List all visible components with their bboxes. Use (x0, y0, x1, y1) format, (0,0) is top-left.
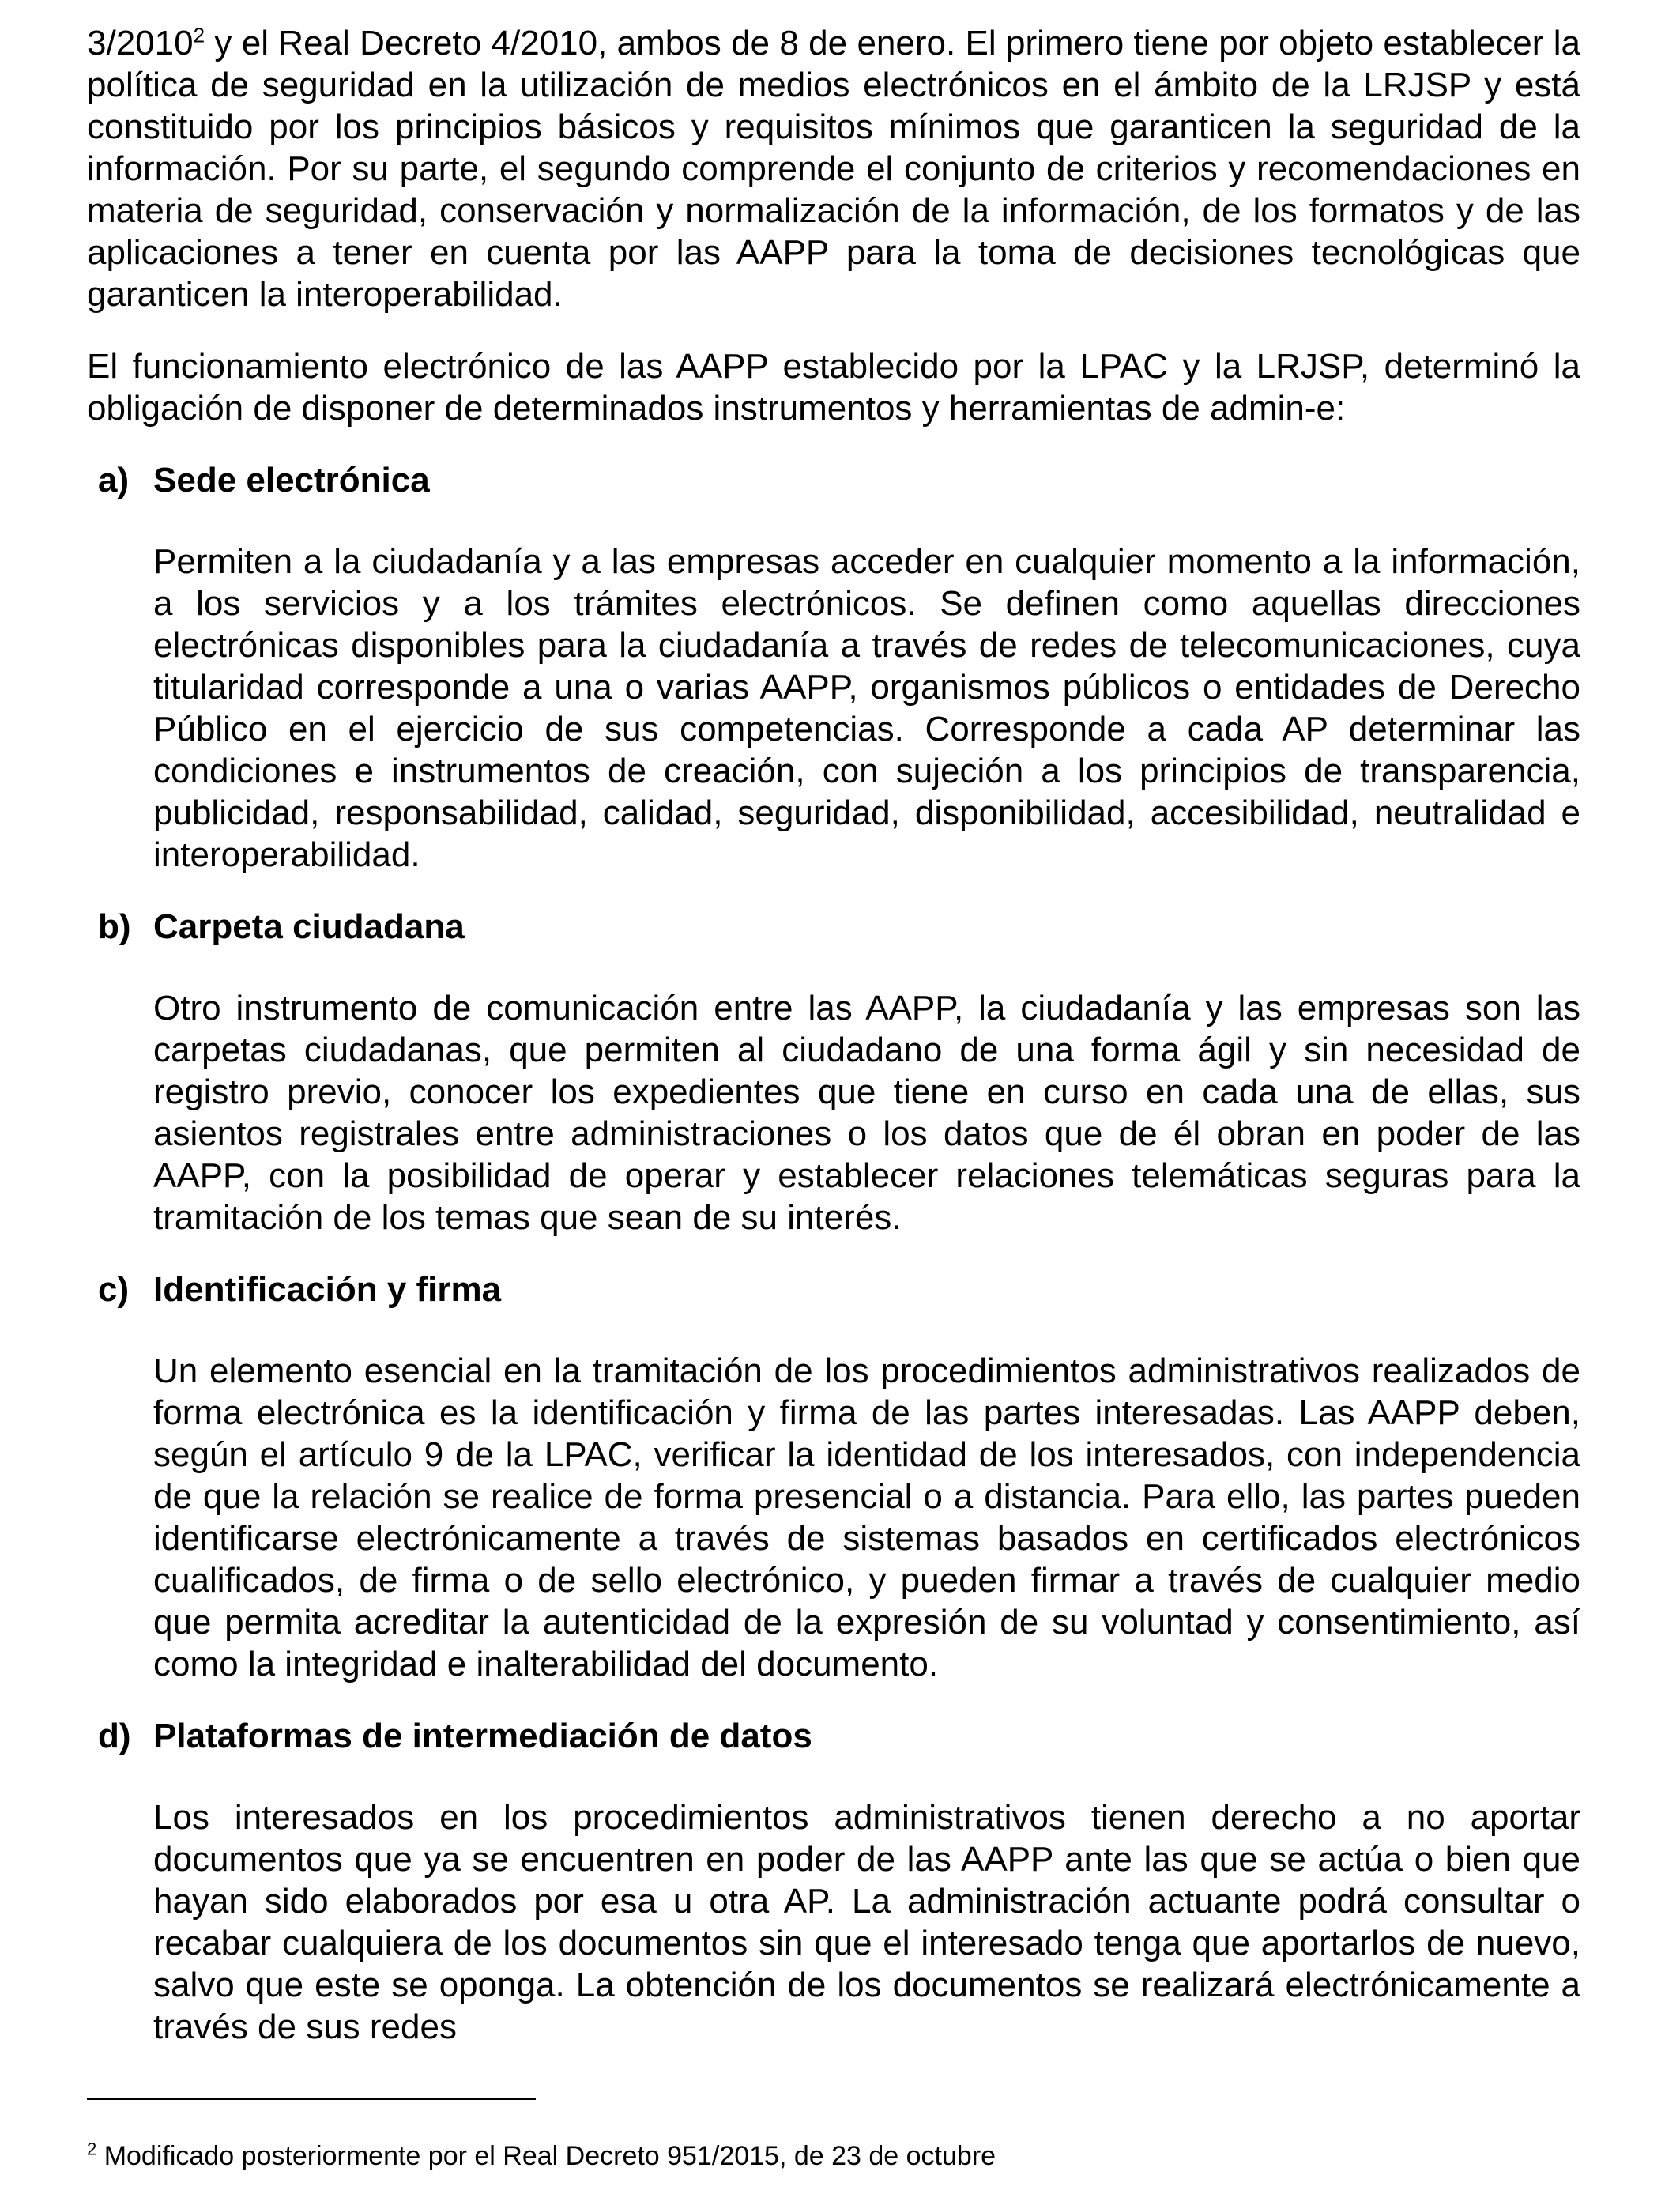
footnote-number: 2 (87, 2139, 97, 2159)
section-body-a: Permiten a la ciudadanía y a las empresas acceder en cualquier momento a la información, a los servicios y a los trámites electrónicos. Se definen como aquellas direcciones electrónicas disponibles para la ciudadanía a través de redes de telecomunicaciones, cuya titularidad corresponde a una o varias AAPP, organismos públicos o entidades de Derecho Público en el ejercicio de sus competencias. Corresponde a cada AP determinar las condiciones e instrumentos de creación, con sujeción a los principios de transparencia, publicidad, responsabilidad, calidad, seguridad, disponibilidad, accesibilidad, neutralidad e interoperabilidad. (153, 542, 1580, 874)
section-body-d: Los interesados en los procedimientos administrativos tienen derecho a no aportar documentos que ya se encuentren en poder de las AAPP ante las que se actúa o bien que hayan sido elaborados por esa u otra AP. La administración actuante podrá consultar o recabar cualquiera de los documentos sin que el interesado tenga que aportarlos de nuevo, salvo que este se oponga. La obtención de los documentos se realizará electrónicamente a través de sus redes (153, 1798, 1580, 2046)
intro-paragraph-1 (87, 22, 1580, 315)
section-body-b: Otro instrumento de comunicación entre las AAPP, la ciudadanía y las empresas son las carpetas ciudadanas, que permiten al ciudadano de una forma ágil y sin necesidad de registro previo, conocer los expedientes que tiene en curso en cada una de ellas, sus asientos registrales entre administraciones o los datos que de él obran en poder de las AAPP, con la posibilidad de operar y establecer relaciones telemáticas seguras para la tramitación de los temas que sean de su interés. (153, 989, 1580, 1237)
footnote-text: Modificado posteriormente por el Real Decreto 951/2015, de 23 de octubre (96, 2141, 996, 2171)
section-title: Identificación y firma (153, 1270, 502, 1309)
section-letter: b) (98, 907, 131, 946)
section-letter: a) (98, 461, 130, 499)
intro-paragraph-2: El funcionamiento electrónico de las AAPP establecido por la LPAC y la LRJSP, determinó la obligación de disponer de determinados instrumentos y herramientas de admin-e: (87, 347, 1580, 428)
footnote-separator (87, 2098, 536, 2100)
intro-paragraph-1-start: 3/2010 (87, 24, 194, 62)
footnote (87, 2140, 996, 2172)
section-heading-d (87, 1715, 1580, 1757)
section-title: Plataformas de intermediación de datos (153, 1717, 812, 1755)
section-heading-b (87, 906, 1580, 948)
intro-paragraph-1-rest: y el Real Decreto 4/2010, ambos de 8 de enero. El primero tiene por objeto establecer la política de seguridad en la utilización de medios electrónicos en el ámbito de la LRJSP y está constituido por los principios básicos y requisitos mínimos que garanticen la seguridad de la información. Por su parte, el segundo comprende el conjunto de criterios y recomendaciones en materia de seguridad, conservación y normalización de la información, de los formatos y de las aplicaciones a tener en cuenta por las AAPP para la toma de decisiones tecnológicas que garanticen la interoperabilidad. (87, 24, 1580, 314)
section-body-c: Un elemento esencial en la tramitación de los procedimientos administrativos realizados de forma electrónica es la identificación y firma de las partes interesadas. Las AAPP deben, según el artículo 9 de la LPAC, verificar la identidad de los interesados, con independencia de que la relación se realice de forma presencial o a distancia. Para ello, las partes pueden identificarse electrónicamente a través de sistemas basados en certificados electrónicos cualificados, de firma o de sello electrónico, y pueden firmar a través de cualquier medio que permita acreditar la autenticidad de la expresión de su voluntad y consentimiento, así como la integridad e inalterabilidad del documento. (153, 1351, 1580, 1683)
footnote-reference: 2 (193, 23, 205, 47)
section-title: Carpeta ciudadana (153, 907, 465, 946)
section-title: Sede electrónica (153, 461, 430, 499)
document-page (87, 22, 1580, 2048)
section-heading-a (87, 459, 1580, 501)
section-letter: c) (98, 1270, 130, 1309)
section-heading-c (87, 1269, 1580, 1310)
section-letter: d) (98, 1717, 131, 1755)
